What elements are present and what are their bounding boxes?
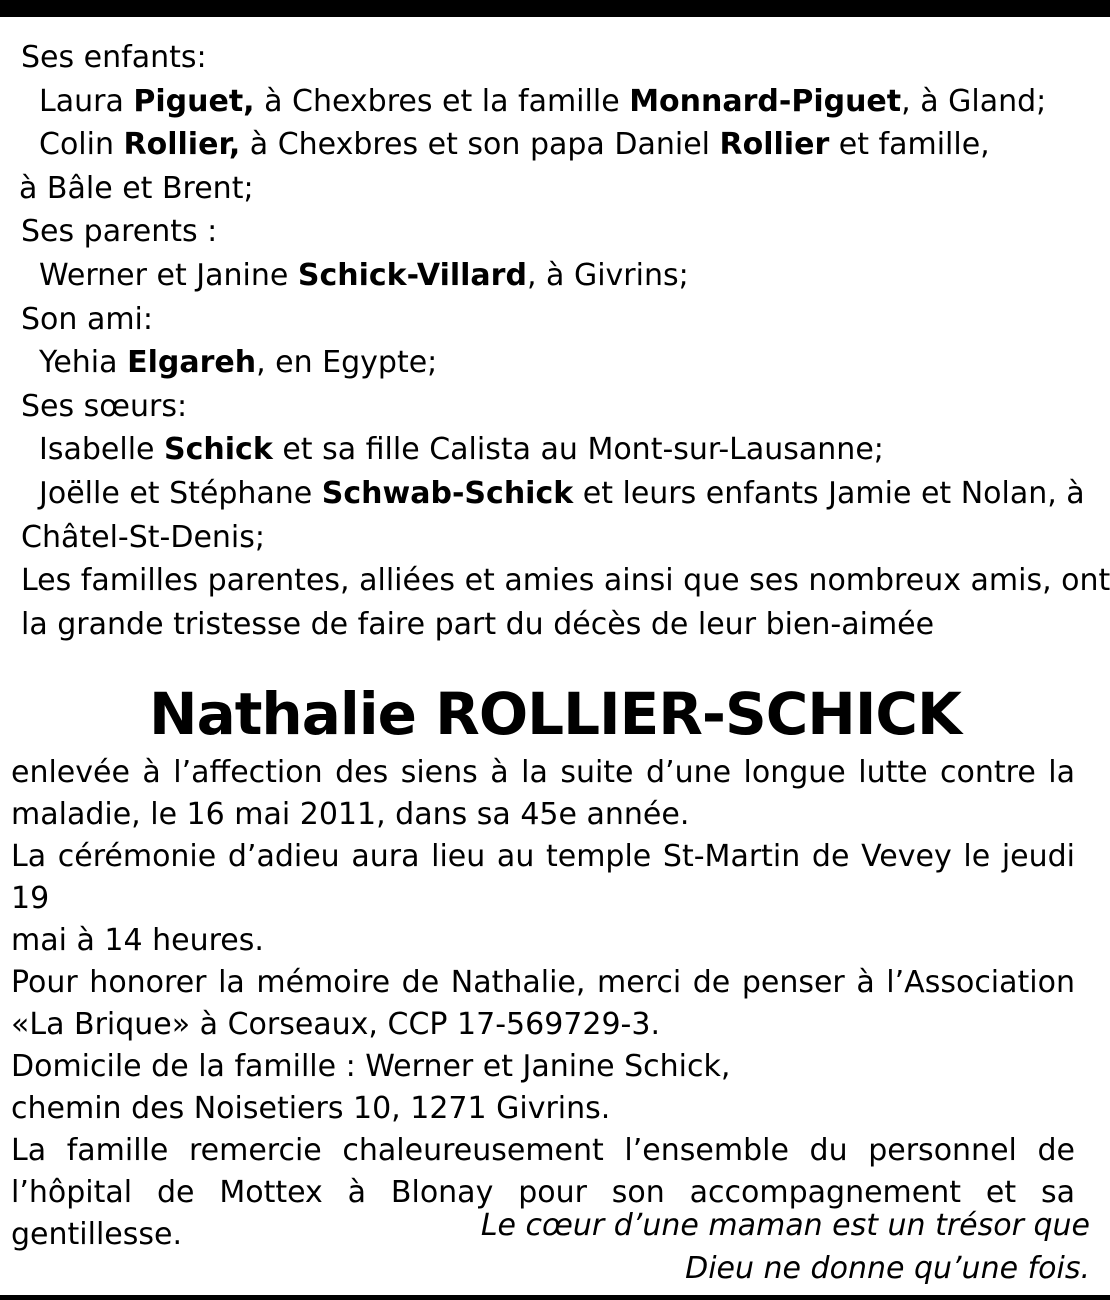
first-name: Isabelle xyxy=(39,432,165,468)
quote-line: Dieu ne donne qu’une fois. xyxy=(685,1251,1090,1286)
notice-line: Pour honorer la mémoire de Nathalie, merci de penser à l’Association xyxy=(11,965,1075,1000)
text: à Chexbres et la famille xyxy=(254,83,630,119)
first-name: Joëlle et Stéphane xyxy=(39,475,322,511)
notice-line: l’hôpital de Mottex à Blonay pour son accompagnement et sa xyxy=(11,1175,1075,1210)
child-colin xyxy=(21,123,1096,167)
text: , à Givrins; xyxy=(526,257,689,293)
family-name: Rollier xyxy=(719,127,830,163)
text: et sa fille Calista au Mont-sur-Lausanne; xyxy=(272,432,884,468)
notice-text xyxy=(11,752,1075,1256)
first-name: Laura xyxy=(39,83,134,119)
top-border xyxy=(0,0,1110,17)
surname: Schick xyxy=(164,432,273,468)
child-colin-continued: à Bâle et Brent; xyxy=(19,170,254,206)
surname: Elgareh xyxy=(127,345,257,381)
first-name: Yehia xyxy=(39,345,128,381)
family-list xyxy=(19,36,1110,646)
notice-line: gentillesse. xyxy=(11,1217,182,1252)
bottom-border xyxy=(0,1295,1110,1300)
notice-line: maladie, le 16 mai 2011, dans sa 45e année. xyxy=(11,797,690,832)
quote-line: Le cœur d’une maman est un trésor que xyxy=(480,1208,1090,1243)
parents-heading: Ses parents : xyxy=(21,214,218,250)
deceased-name: Nathalie ROLLIER-SCHICK xyxy=(149,680,961,748)
friend-heading: Son ami: xyxy=(21,301,153,337)
parents xyxy=(21,254,1096,298)
sisters-heading: Ses sœurs: xyxy=(21,388,188,424)
friend xyxy=(21,341,1096,385)
surname: Rollier, xyxy=(123,127,241,163)
child-laura xyxy=(21,80,1096,124)
text: , à Gland; xyxy=(901,83,1047,119)
surname: Schwab-Schick xyxy=(321,475,574,511)
notice-line: mai à 14 heures. xyxy=(11,923,264,958)
first-name: Werner et Janine xyxy=(39,257,298,293)
text: , en Egypte; xyxy=(256,345,438,381)
closing-line: la grande tristesse de faire part du décès de leur bien-aimée xyxy=(21,606,935,642)
children-heading: Ses enfants: xyxy=(21,40,207,75)
sister-joelle-continued: Châtel-St-Denis; xyxy=(21,519,265,555)
sister-isabelle xyxy=(21,428,1096,472)
text: et leurs enfants Jamie et Nolan, à xyxy=(573,475,1085,511)
closing-quote xyxy=(481,1204,1090,1290)
notice-line: chemin des Noisetiers 10, 1271 Givrins. xyxy=(11,1091,611,1126)
surname: Piguet, xyxy=(133,83,255,119)
first-name: Colin xyxy=(39,127,124,163)
notice-line: «La Brique» à Corseaux, CCP 17-569729-3. xyxy=(11,1007,660,1042)
notice-line: enlevée à l’affection des siens à la suite d’une longue lutte contre la xyxy=(11,755,1075,790)
text: et famille, xyxy=(829,127,990,163)
family-name: Monnard-Piguet xyxy=(629,83,902,119)
sister-joelle xyxy=(21,472,1096,516)
text: à Chexbres et son papa Daniel xyxy=(240,127,720,163)
closing-line: Les familles parentes, alliées et amies ainsi que ses nombreux amis, ont xyxy=(21,563,1110,599)
surname: Schick-Villard xyxy=(297,257,527,293)
notice-line: Domicile de la famille : Werner et Janine Schick, xyxy=(11,1049,731,1084)
notice-line: La famille remercie chaleureusement l’ensemble du personnel de xyxy=(11,1133,1075,1168)
notice-line: La cérémonie d’adieu aura lieu au temple St-Martin de Vevey le jeudi 19 xyxy=(11,839,1075,916)
